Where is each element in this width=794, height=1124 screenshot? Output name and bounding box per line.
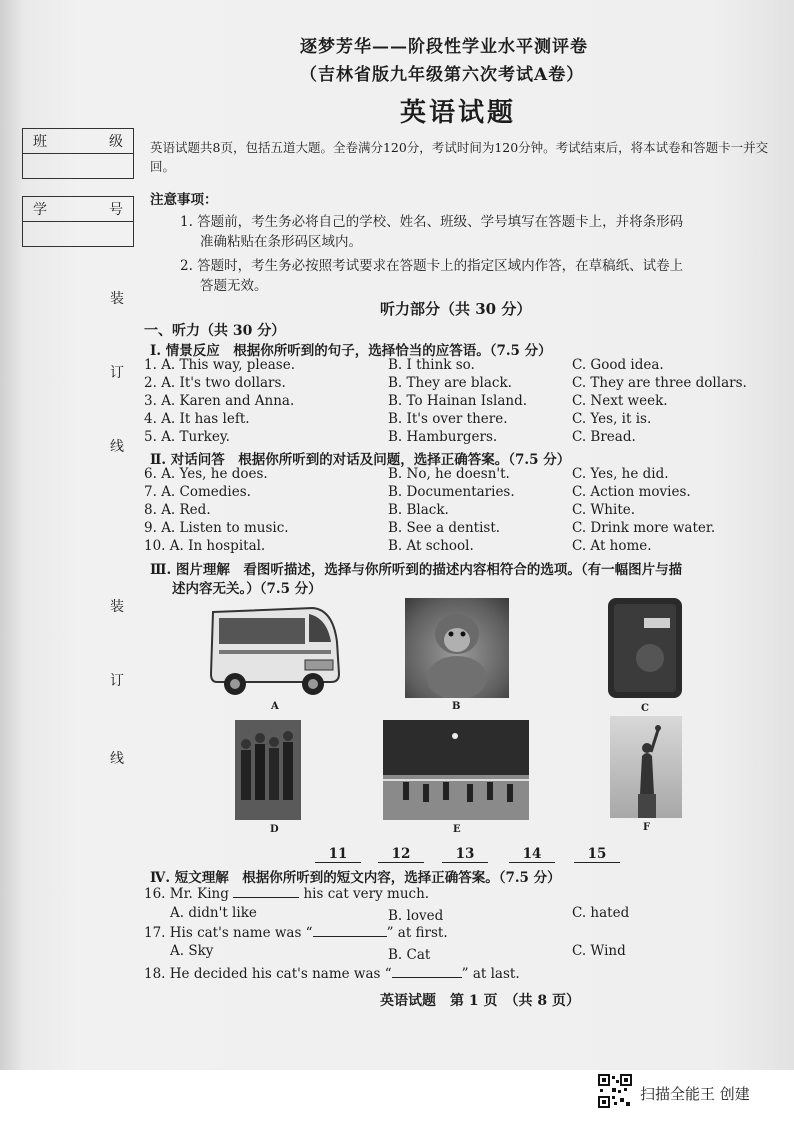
listening-part-heading: 听力部分（共 30 分）: [380, 300, 532, 318]
question-17-option-b: B. Cat: [388, 947, 431, 963]
part-4-heading: Ⅳ. 短文理解 根据你所听到的短文内容，选择正确答案。（7.5 分）: [150, 870, 561, 886]
number-label-right: 号: [109, 202, 123, 218]
class-box: [22, 128, 134, 179]
question-8-option-b: B. Black.: [388, 502, 449, 518]
question-17-stem: 17. His cat's name was “ ” at first.: [144, 925, 448, 941]
picture-c-phone: [608, 598, 682, 698]
number-field: [23, 222, 133, 246]
part-3-heading-cont: 述内容无关。）（7.5 分）: [172, 581, 322, 597]
answer-blank-11: 11: [315, 846, 361, 863]
question-1-option-c: C. Good idea.: [572, 357, 664, 373]
class-label-left: 班: [33, 134, 47, 150]
question-16-stem: 16. Mr. King his cat very much.: [144, 886, 430, 902]
question-1-option-a: 1. A. This way, please.: [144, 357, 295, 373]
question-5-option-a: 5. A. Turkey.: [144, 429, 230, 445]
scanner-brand: 扫描全能王 创建: [640, 1085, 750, 1103]
question-5-option-c: C. Bread.: [572, 429, 636, 445]
number-label-left: 学: [33, 202, 47, 218]
question-9-option-b: B. See a dentist.: [388, 520, 501, 536]
question-16-option-c: C. hated: [572, 905, 630, 921]
student-number-box: [22, 196, 134, 247]
question-10-option-c: C. At home.: [572, 538, 652, 554]
binding-mark: 装: [110, 599, 124, 615]
answer-blank-13: 13: [442, 846, 488, 863]
answer-blank-14: 14: [509, 846, 555, 863]
question-16-option-b: B. loved: [388, 908, 444, 924]
question-10-option-b: B. At school.: [388, 538, 474, 554]
question-2-option-c: C. They are three dollars.: [572, 375, 747, 391]
page-title: 英语试题: [400, 98, 517, 128]
picture-f-label: F: [643, 822, 651, 833]
header-line-2: （吉林省版九年级第六次考试A卷）: [300, 65, 585, 85]
question-9-option-c: C. Drink more water.: [572, 520, 716, 536]
binding-mark: 订: [110, 365, 124, 381]
question-1-option-b: B. I think so.: [388, 357, 475, 373]
class-field: [23, 154, 133, 178]
question-3-option-c: C. Next week.: [572, 393, 668, 409]
part-3-heading: Ⅲ. 图片理解 看图听描述，选择与你所听到的描述内容相符合的选项。（有一幅图片与描: [150, 562, 683, 578]
question-5-option-b: B. Hamburgers.: [388, 429, 498, 445]
question-18-stem: 18. He decided his cat's name was “ ” at last.: [144, 966, 520, 982]
binding-mark: 订: [110, 673, 124, 689]
picture-b-label: B: [452, 701, 461, 712]
notice-item-1-cont: 准确粘贴在条形码区域内。: [200, 234, 362, 250]
question-6-option-a: 6. A. Yes, he does.: [144, 466, 268, 482]
question-8-option-c: C. White.: [572, 502, 636, 518]
notice-item-2-cont: 答题无效。: [200, 278, 268, 294]
question-7-option-a: 7. A. Comedies.: [144, 484, 251, 500]
question-10-option-a: 10. A. In hospital.: [144, 538, 266, 554]
question-4-option-c: C. Yes, it is.: [572, 411, 652, 427]
picture-b-monkey: [405, 598, 509, 698]
answer-blank-12: 12: [378, 846, 424, 863]
question-17-option-c: C. Wind: [572, 943, 626, 959]
picture-a-label: A: [271, 701, 279, 712]
class-label-right: 级: [109, 134, 123, 150]
notice-item-1: 1. 答题前，考生务必将自己的学校、姓名、班级、学号填写在答题卡上，并将条形码: [180, 214, 684, 230]
question-17-option-a: A. Sky: [170, 943, 214, 959]
picture-a-bus: [205, 602, 345, 698]
question-4-option-a: 4. A. It has left.: [144, 411, 250, 427]
question-3-option-b: B. To Hainan Island.: [388, 393, 528, 409]
question-4-option-b: B. It's over there.: [388, 411, 508, 427]
part-2-heading: Ⅱ. 对话问答 根据你所听到的对话及问题，选择正确答案。（7.5 分）: [150, 452, 571, 468]
notice-heading: 注意事项：: [150, 192, 218, 208]
section-1-heading: 一、听力（共 30 分）: [144, 323, 286, 339]
picture-c-label: C: [641, 703, 649, 714]
binding-mark: 线: [110, 439, 124, 455]
question-2-option-b: B. They are black.: [388, 375, 512, 391]
picture-d-label: D: [270, 824, 279, 835]
question-16-option-a: A. didn't like: [170, 905, 257, 921]
page-footer: 英语试题 第 1 页 （共 8 页）: [380, 993, 580, 1009]
exam-intro: 英语试题共8页，包括五道大题。全卷满分120分，考试时间为120分钟。考试结束后，将本试卷和答题卡一并交回。: [150, 140, 769, 174]
question-6-option-c: C. Yes, he did.: [572, 466, 669, 482]
qr-code-icon: [598, 1074, 632, 1108]
question-8-option-a: 8. A. Red.: [144, 502, 211, 518]
question-17-blank: [313, 936, 387, 937]
question-7-option-c: C. Action movies.: [572, 484, 691, 500]
part-1-heading: Ⅰ. 情景反应 根据你所听到的句子，选择恰当的应答语。（7.5 分）: [150, 343, 552, 359]
notice-item-2: 2. 答题时，考生务必按照考试要求在答题卡上的指定区域内作答，在草稿纸、试卷上: [180, 258, 684, 274]
binding-mark: 装: [110, 291, 124, 307]
header-line-1: 逐梦芳华——阶段性学业水平测评卷: [300, 37, 588, 57]
picture-f-statue: [610, 716, 682, 818]
question-18-blank: [392, 977, 462, 978]
picture-e-label: E: [453, 824, 461, 835]
question-9-option-a: 9. A. Listen to music.: [144, 520, 289, 536]
question-7-option-b: B. Documentaries.: [388, 484, 515, 500]
binding-mark: 线: [110, 751, 124, 767]
question-6-option-b: B. No, he doesn't.: [388, 466, 510, 482]
question-2-option-a: 2. A. It's two dollars.: [144, 375, 286, 391]
question-16-blank: [233, 897, 299, 898]
picture-e-volleyball: [383, 720, 529, 820]
question-3-option-a: 3. A. Karen and Anna.: [144, 393, 295, 409]
picture-d-team: [235, 720, 301, 820]
answer-blank-15: 15: [574, 846, 620, 863]
